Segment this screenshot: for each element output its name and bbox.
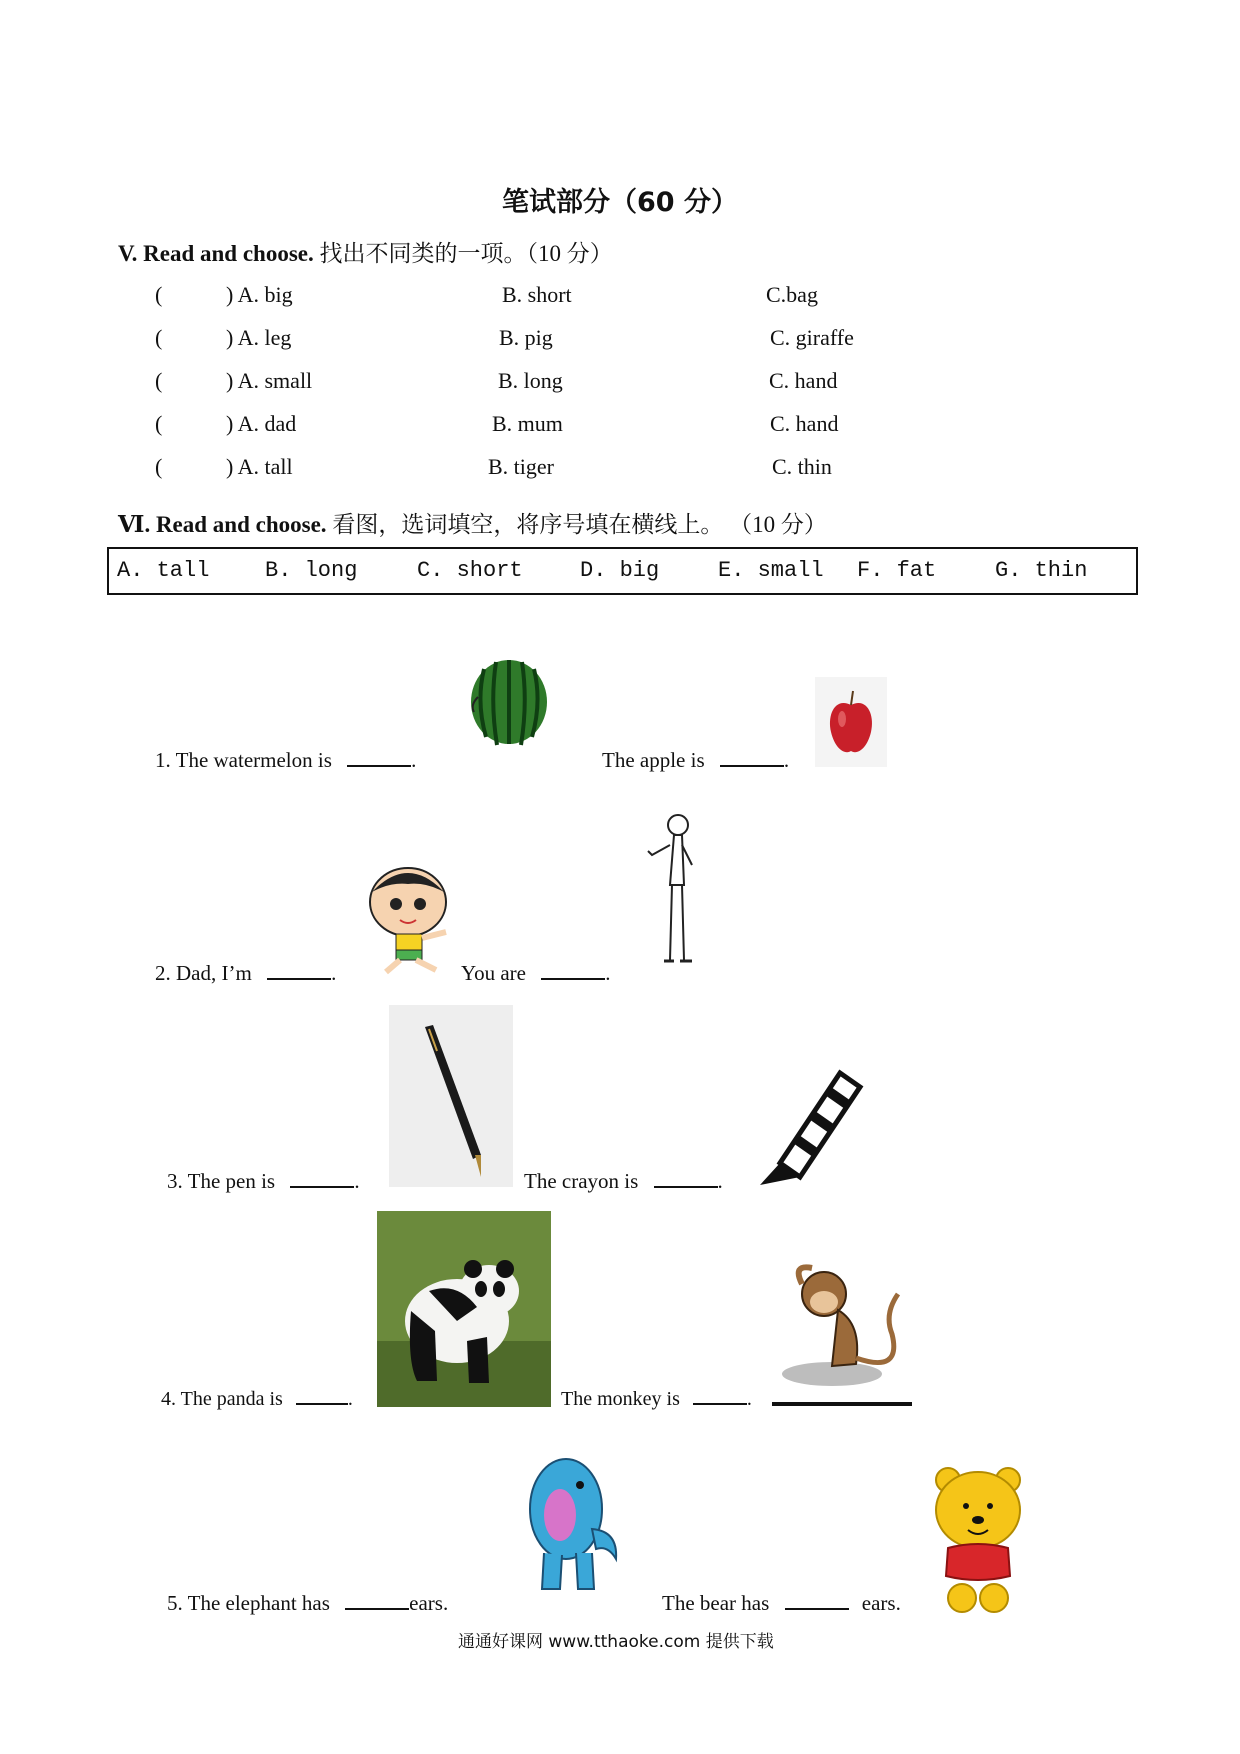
- word-option-a: A. tall: [117, 558, 210, 583]
- section-5-heading: [118, 235, 613, 268]
- crayon-icon: [750, 1053, 865, 1188]
- answer-blank[interactable]: [296, 1385, 348, 1405]
- question-2-left: 2. Dad, I’m .: [155, 961, 337, 985]
- answer-blank[interactable]: [541, 960, 605, 980]
- section-6-label: Ⅵ. Read and choose.: [118, 512, 327, 537]
- question-1-right: The apple is .: [602, 748, 790, 772]
- answer-blank[interactable]: [785, 1590, 849, 1610]
- word-option-b: B. long: [265, 558, 358, 583]
- word-option-f: F. fat: [857, 558, 937, 583]
- section-6-instruction: 看图，选词填空，将序号填在横线上。 （10 分）: [332, 512, 827, 537]
- question-3-right: The crayon is .: [524, 1169, 723, 1193]
- word-option-e: E. small: [718, 558, 824, 583]
- answer-blank[interactable]: [347, 747, 411, 767]
- question-5-left: 5. The elephant has ears.: [167, 1591, 449, 1615]
- question-3-left: 3. The pen is .: [167, 1169, 360, 1193]
- question-2-right: You are .: [461, 961, 611, 985]
- watermelon-icon: [464, 657, 554, 747]
- apple-icon: [815, 677, 887, 767]
- section-5-instruction: 找出不同类的一项。（10 分）: [319, 241, 613, 266]
- section-6-heading: [118, 506, 827, 539]
- answer-blank[interactable]: [720, 747, 784, 767]
- pen-icon: [389, 1005, 513, 1187]
- question-1-left: 1. The watermelon is .: [155, 748, 417, 772]
- section-5-label: V. Read and choose.: [118, 241, 314, 266]
- page-title: 笔试部分（60 分）: [502, 187, 738, 218]
- answer-blank[interactable]: [693, 1385, 747, 1405]
- question-4-left: 4. The panda is .: [161, 1385, 353, 1411]
- word-option-g: G. thin: [995, 558, 1088, 583]
- cartoon-boy-icon: [366, 862, 458, 977]
- question-4-right: The monkey is .: [561, 1385, 752, 1411]
- question-5-right: The bear has ears.: [662, 1591, 901, 1615]
- page-footer: 通通好课网 www.tthaoke.com 提供下载: [458, 1632, 774, 1652]
- monkey-icon: [772, 1254, 912, 1409]
- word-option-d: D. big: [580, 558, 660, 583]
- elephant-icon: [522, 1449, 622, 1597]
- tall-man-icon: [644, 805, 704, 970]
- answer-blank[interactable]: [654, 1168, 718, 1188]
- bear-icon: [930, 1460, 1026, 1616]
- answer-blank[interactable]: [290, 1168, 354, 1188]
- answer-blank[interactable]: [267, 960, 331, 980]
- answer-blank[interactable]: [345, 1590, 409, 1610]
- word-option-c: C. short: [417, 558, 523, 583]
- panda-icon: [377, 1211, 551, 1407]
